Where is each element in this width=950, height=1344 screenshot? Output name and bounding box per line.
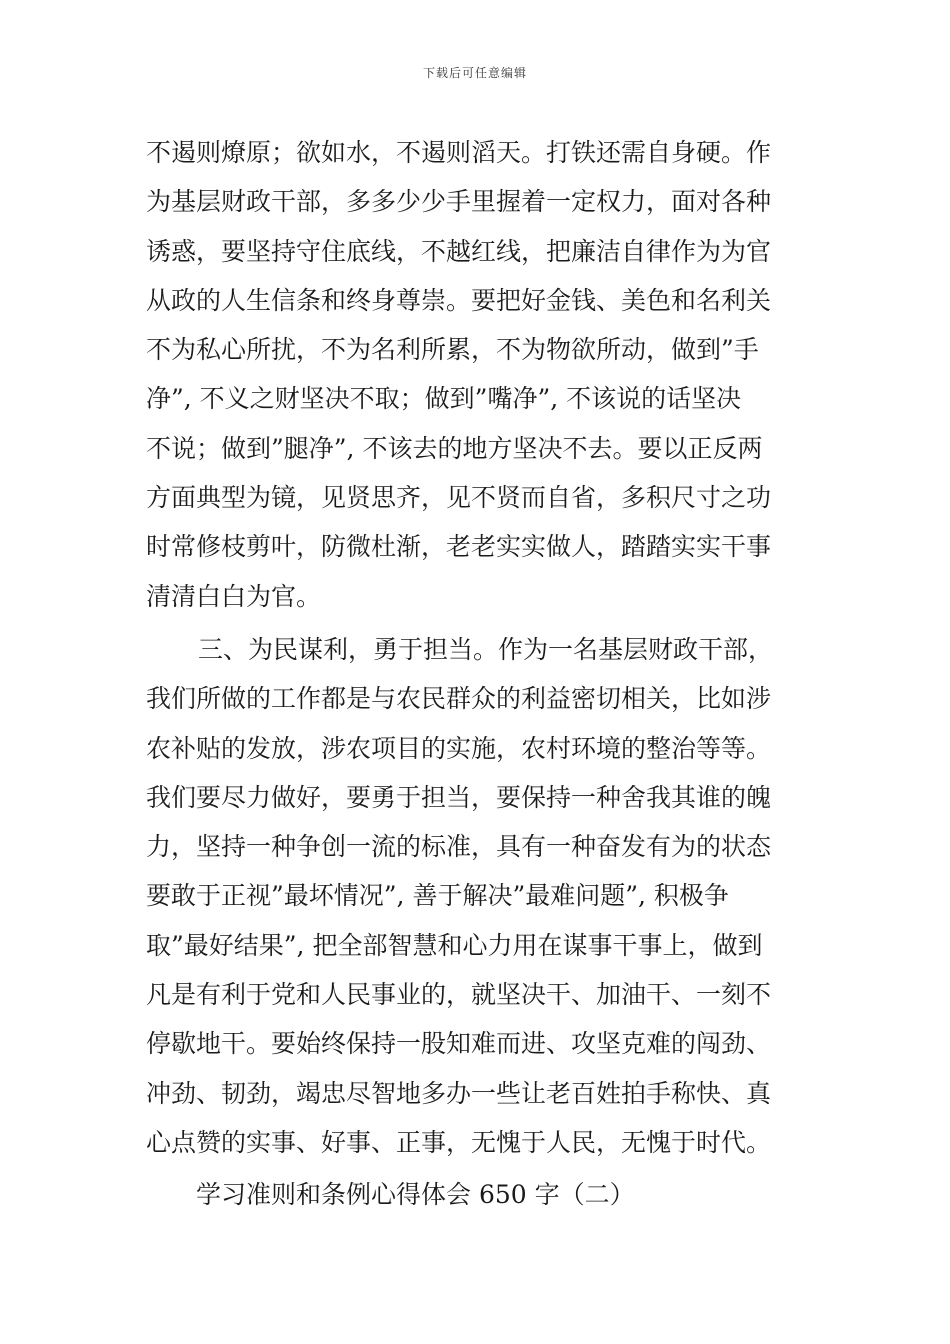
text-line: 方面典型为镜，见贤思齐，见不贤而自省，多积尺寸之功 — [146, 483, 772, 513]
text-line: 三、为民谋利，勇于担当。作为一名基层财政干部， — [198, 634, 774, 664]
text-line: 要敢于正视”最坏情况”, 善于解决”最难问题”, 积极争 — [146, 881, 729, 911]
text-line: 我们所做的工作都是与农民群众的利益密切相关，比如涉 — [146, 684, 772, 714]
text-line: 为基层财政干部，多多少少手里握着一定权力，面对各种 — [146, 187, 772, 217]
text-line: 净”, 不义之财坚决不取；做到”嘴净”, 不该说的话坚决 — [146, 384, 742, 414]
section-subtitle: 学习准则和条例心得体会 650 字（二） — [196, 1180, 635, 1210]
text-line: 力，坚持一种争创一流的标准，具有一种奋发有为的状态 — [146, 832, 772, 862]
text-line: 时常修枝剪叶，防微杜渐，老老实实做人，踏踏实实干事 — [146, 532, 772, 562]
body-text — [146, 128, 816, 1221]
text-line: 从政的人生信条和终身尊崇。要把好金钱、美色和名利关 — [146, 285, 772, 315]
text-line: 诱惑，要坚持守住底线，不越红线，把廉洁自律作为为官 — [146, 236, 772, 266]
text-line: 取”最好结果”, 把全部智慧和心力用在谋事干事上，做到 — [146, 930, 763, 960]
text-line: 凡是有利于党和人民事业的，就坚决干、加油干、一刻不 — [146, 980, 772, 1010]
text-line: 不为私心所扰，不为名利所累，不为物欲所动，做到”手 — [146, 335, 759, 365]
text-line: 心点赞的实事、好事、正事，无愧于人民，无愧于时代。 — [146, 1127, 772, 1157]
paragraph-2 — [146, 625, 816, 1167]
text-line: 停歇地干。要始终保持一股知难而进、攻坚克难的闯劲、 — [146, 1029, 772, 1059]
paragraph-1 — [146, 128, 816, 621]
text-line: 不遏则燎原；欲如水，不遏则滔天。打铁还需自身硬。作 — [146, 138, 772, 167]
text-line: 农补贴的发放，涉农项目的实施，农村环境的整治等等。 — [146, 733, 772, 763]
text-line: 我们要尽力做好，要勇于担当，要保持一种舍我其谁的魄 — [146, 782, 772, 812]
text-line: 不说；做到”腿净”, 不该去的地方坚决不去。要以正反两 — [146, 433, 763, 463]
page-header: 下载后可任意编辑 — [422, 66, 527, 80]
text-line: 冲劲、韧劲，竭忠尽智地多办一些让老百姓拍手称快、真 — [146, 1078, 772, 1108]
text-line: 清清白白为官。 — [146, 581, 322, 611]
